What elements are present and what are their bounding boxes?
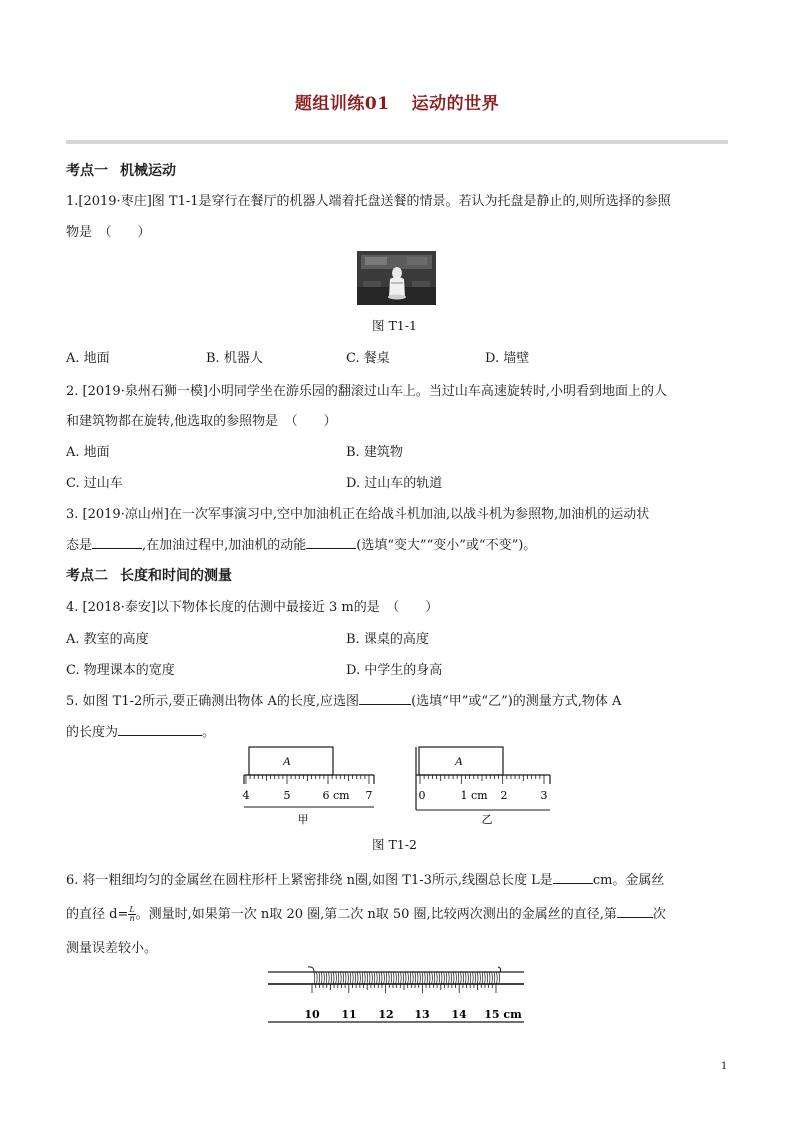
- figure-t1-3: [262, 962, 532, 1026]
- jia-tick-label-1: 5: [283, 789, 291, 802]
- coil-winding: [381, 972, 382, 984]
- coil-winding: [357, 972, 358, 984]
- q5-line1: 5. 如图 T1-2所示,要正确测出物体 A的长度,应选图 (选填“甲”或“乙”)的测量方式,物体 A: [66, 694, 622, 709]
- q1-option-a: A. 地面: [66, 351, 110, 366]
- q6-blank-2[interactable]: [617, 905, 653, 918]
- t13-tick-label-4: 14: [451, 1008, 467, 1021]
- coil-winding: [319, 972, 320, 984]
- q5-blank-1[interactable]: [359, 692, 411, 705]
- q1-line2: 物是 （ ）: [66, 225, 151, 240]
- coil-winding: [458, 972, 459, 984]
- q4-option-b: B. 课桌的高度: [346, 632, 429, 647]
- coil-winding: [412, 972, 413, 984]
- coil-winding: [465, 972, 466, 984]
- t13-tick-label-0: 10: [304, 1008, 320, 1021]
- coil-winding: [432, 972, 433, 984]
- coil-winding: [388, 972, 389, 984]
- coil-winding: [496, 972, 497, 984]
- coil-winding: [484, 972, 485, 984]
- q6-line1: 6. 将一粗细均匀的金属丝在圆柱形杆上紧密排绕 n圈,如图 T1-3所示,线圈总长度 L是 cm。金属丝: [66, 873, 665, 888]
- coil-winding: [348, 972, 349, 984]
- coil-winding: [364, 972, 365, 984]
- coil-winding: [372, 972, 373, 984]
- q2-option-c: C. 过山车: [66, 476, 123, 491]
- coil-winding: [400, 972, 401, 984]
- page-number: 1: [721, 1061, 728, 1072]
- coil-winding: [472, 972, 473, 984]
- coil-winding: [321, 972, 322, 984]
- coil-winding: [352, 972, 353, 984]
- coil-winding: [477, 972, 478, 984]
- q4-option-d: D. 中学生的身高: [346, 663, 443, 678]
- title-divider: [66, 140, 728, 144]
- coil-winding: [328, 972, 329, 984]
- q2-option-b: B. 建筑物: [346, 445, 403, 460]
- coil-winding: [427, 972, 428, 984]
- coil-winding: [410, 972, 411, 984]
- coil-winding: [379, 972, 380, 984]
- coil-winding: [336, 972, 337, 984]
- coil-winding: [422, 972, 423, 984]
- yi-label: 乙: [481, 813, 493, 826]
- figure-t1-2: [236, 744, 560, 830]
- q6-line3: 测量误差较小。: [66, 941, 158, 956]
- q5-line2: 的长度为 。: [66, 725, 216, 740]
- coil-winding: [338, 972, 339, 984]
- coil-winding: [331, 972, 332, 984]
- coil-winding: [324, 972, 325, 984]
- coil-winding: [482, 972, 483, 984]
- ruler-yi-ticks: [420, 775, 544, 784]
- q1-option-b: B. 机器人: [206, 351, 263, 366]
- coil-winding: [314, 972, 315, 984]
- coil-winding: [386, 972, 387, 984]
- coil-winding: [415, 972, 416, 984]
- coil-winding: [405, 972, 406, 984]
- coil-winding: [475, 972, 476, 984]
- yi-tick-label-2: 2: [500, 789, 508, 802]
- coil-winding: [424, 972, 425, 984]
- coil-winding: [360, 972, 361, 984]
- jia-tick-label-2: 6 cm: [322, 789, 350, 802]
- title-main: 题组训练01: [294, 94, 390, 114]
- t13-tick-label-2: 12: [378, 1008, 394, 1021]
- q1-option-c: C. 餐桌: [346, 351, 390, 366]
- q3-blank-1[interactable]: [92, 536, 142, 549]
- q4-option-a: A. 教室的高度: [66, 632, 149, 647]
- coil-winding: [396, 972, 397, 984]
- coil-winding: [333, 972, 334, 984]
- coil-winding: [456, 972, 457, 984]
- q5-blank-2[interactable]: [118, 723, 202, 736]
- q1-line1: 1.[2019·枣庄]图 T1-1是穿行在餐厅的机器人端着托盘送餐的情景。若认为托盘是静止的,则所选择的参照: [66, 194, 671, 209]
- coil-winding: [367, 972, 368, 984]
- coil-winding: [362, 972, 363, 984]
- q3-line1: 3. [2019·凉山州]在一次军事演习中,空中加油机正在给战斗机加油,以战斗机为参照物,加油机的运动状: [66, 507, 650, 522]
- page-title: [0, 89, 794, 114]
- yi-tick-label-1: 1 cm: [460, 789, 488, 802]
- q4-line1: 4. [2018·泰安]以下物体长度的估测中最接近 3 m的是 （ ）: [66, 600, 439, 615]
- q2-line2: 和建筑物都在旋转,他选取的参照物是 （ ）: [66, 414, 337, 429]
- coil-winding: [446, 972, 447, 984]
- robot-photo-image: [357, 251, 436, 305]
- coil-winding: [451, 972, 452, 984]
- coil-winding: [460, 972, 461, 984]
- coil-winding: [417, 972, 418, 984]
- t13-tick-label-1: 11: [341, 1008, 357, 1021]
- q4-option-c: C. 物理课本的宽度: [66, 663, 175, 678]
- coil-winding: [439, 972, 440, 984]
- d-fraction: $\frac{L}{n}$: [129, 905, 135, 923]
- jia-tick-label-0: 4: [242, 789, 250, 802]
- coil-winding: [436, 972, 437, 984]
- wire-coil: [314, 972, 500, 984]
- coil-winding: [403, 972, 404, 984]
- q2-line1: 2. [2019·泉州石狮一模]小明同学坐在游乐园的翻滚过山车上。当过山车高速旋转时,小明看到地面上的人: [66, 384, 668, 399]
- fig-caption-t1-2: 图 T1-2: [372, 837, 417, 852]
- coil-winding: [487, 972, 488, 984]
- yi-tick-label-0: 0: [418, 789, 426, 802]
- coil-winding: [369, 972, 370, 984]
- q1-option-d: D. 墙壁: [485, 351, 530, 366]
- yi-tick-label-3: 3: [540, 789, 548, 802]
- object-a-label-yi: A: [455, 754, 463, 768]
- object-a-label-jia: A: [283, 754, 291, 768]
- jia-tick-label-3: 7: [365, 789, 373, 802]
- fig-caption-t1-1: 图 T1-1: [372, 318, 417, 333]
- section-heading-1: 考点一 机械运动: [66, 163, 176, 179]
- q2-option-a: A. 地面: [66, 445, 110, 460]
- title-topic: 运动的世界: [411, 94, 500, 114]
- coil-winding: [463, 972, 464, 984]
- q3-blank-2[interactable]: [306, 536, 356, 549]
- jia-label: 甲: [297, 813, 309, 826]
- coil-winding: [350, 972, 351, 984]
- coil-winding: [393, 972, 394, 984]
- coil-winding: [448, 972, 449, 984]
- coil-winding: [470, 972, 471, 984]
- coil-winding: [441, 972, 442, 984]
- coil-winding: [345, 972, 346, 984]
- q6-blank-1[interactable]: [553, 871, 593, 884]
- coil-winding: [444, 972, 445, 984]
- coil-winding: [499, 972, 500, 984]
- coil-winding: [480, 972, 481, 984]
- coil-winding: [374, 972, 375, 984]
- coil-winding: [326, 972, 327, 984]
- ruler-yi: [416, 747, 550, 826]
- t13-tick-label-3: 13: [414, 1008, 430, 1021]
- q2-option-d: D. 过山车的轨道: [346, 476, 443, 491]
- ruler-t1-3-ticks: [312, 984, 496, 993]
- object-a-jia: [249, 747, 333, 775]
- coil-winding: [355, 972, 356, 984]
- coil-winding: [434, 972, 435, 984]
- coil-winding: [494, 972, 495, 984]
- coil-winding: [343, 972, 344, 984]
- coil-winding: [384, 972, 385, 984]
- q3-line2: 态是 ,在加油过程中,加油机的动能 (选填“变大”“变小”或“不变”)。: [66, 538, 537, 553]
- robot-photo: [357, 251, 436, 305]
- section-heading-2: 考点二 长度和时间的测量: [66, 568, 232, 584]
- coil-winding: [340, 972, 341, 984]
- coil-winding: [420, 972, 421, 984]
- coil-winding: [408, 972, 409, 984]
- t13-tick-label-5: 15 cm: [484, 1008, 522, 1021]
- coil-winding: [468, 972, 469, 984]
- coil-winding: [391, 972, 392, 984]
- ruler-jia-ticks: [246, 775, 369, 784]
- coil-winding: [316, 972, 317, 984]
- coil-winding: [489, 972, 490, 984]
- ruler-jia: [243, 747, 375, 826]
- coil-winding: [429, 972, 430, 984]
- coil-winding: [492, 972, 493, 984]
- q6-line2: 的直径 d= $\frac{L}{n}$ 。测量时,如果第一次 n取 20 圈,第二次 n取 50 圈,比较两次测出的金属丝的直径,第 次: [66, 905, 666, 923]
- coil-winding: [398, 972, 399, 984]
- coil-winding: [453, 972, 454, 984]
- coil-winding: [376, 972, 377, 984]
